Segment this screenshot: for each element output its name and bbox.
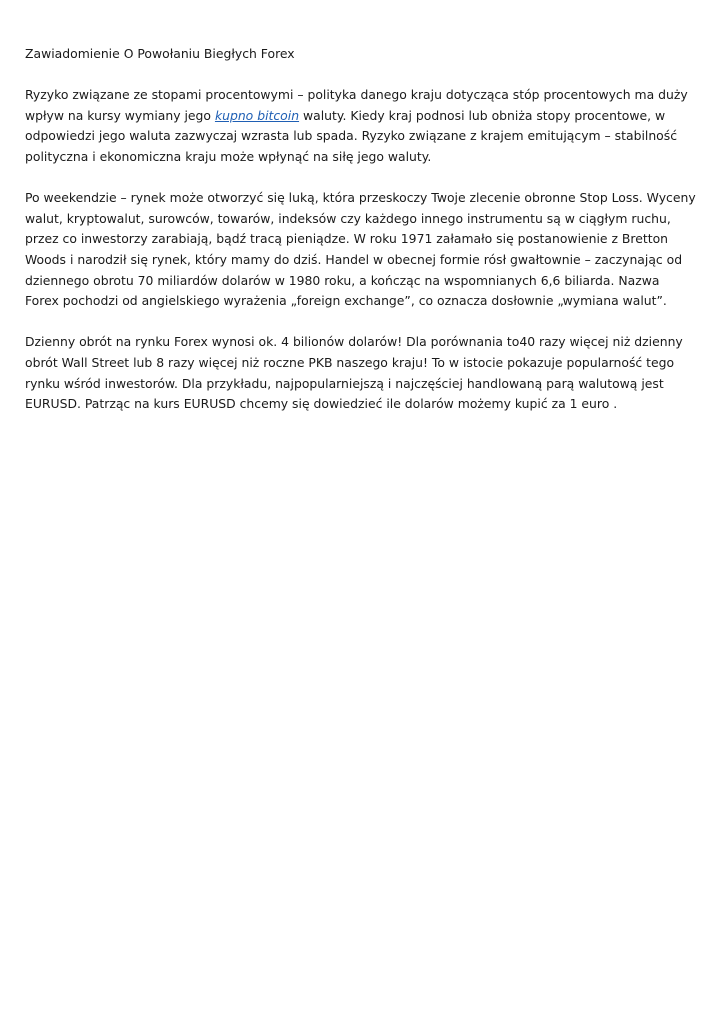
document-title: Zawiadomienie O Powołaniu Biegłych Forex — [25, 46, 295, 61]
paragraph-daily-turnover: Dzienny obrót na rynku Forex wynosi ok. 4 bilionów dolarów! Dla porównania to40 razy więcej niż dzienny obrót Wall Street lub 8 razy więcej niż roczne PKB naszego kraju! To w istocie pokazuje popularność tego rynku wśród inwestorów. Dla przykładu, najpopularniejszą i najczęściej handlowaną parą walutową jest EURUSD. Patrząc na kurs EURUSD chcemy się dowiedzieć ile dolarów możemy kupić za 1 euro . — [25, 334, 683, 412]
paragraph-interest-rate-risk — [25, 85, 697, 167]
paragraph-weekend-gap: Po weekendzie – rynek może otworzyć się luką, która przeskoczy Twoje zlecenie obronne Stop Loss. Wyceny walut, kryptowalut, surowców, towarów, indeksów czy każdego innego instrumentu są w ciągłym ruchu, przez co inwestorzy zarabiają, bądź tracą pieniądze. W roku 1971 załamało się postanowienie z Bretton Woods i narodził się rynek, który mamy do dziś. Handel w obecnej formie rósł gwałtownie – zaczynając od dziennego obrotu 70 miliardów dolarów w 1980 roku, a kończąc na wspomnianych 6,6 biliarda. Nazwa Forex pochodzi od angielskiego wyrażenia „foreign exchange”, co oznacza dosłownie „wymiana walut”. — [25, 190, 696, 309]
paragraph-text: Ryzyko związane ze stopami procentowymi – polityka danego kraju dotycząca stóp procentowych ma duży wpływ na kursy wymiany jego — [25, 87, 688, 123]
document-page — [25, 44, 697, 435]
paragraph-text: waluty. Kiedy kraj podnosi lub obniża stopy procentowe, w odpowiedzi jego waluta zazwyczaj wzrasta lub spada. Ryzyko związane z krajem emitującym – stabilność polityczna i ekonomiczna kraju może wpłynąć na siłę jego waluty. — [25, 107, 678, 164]
kupno-bitcoin-link[interactable]: kupno bitcoin — [214, 107, 300, 123]
